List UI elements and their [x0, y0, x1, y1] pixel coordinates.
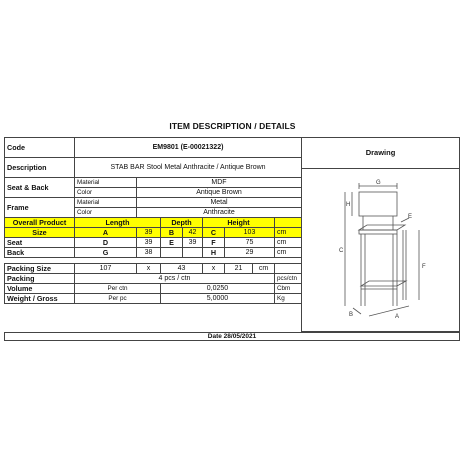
- size-b-value: 42: [183, 228, 203, 238]
- packing-label: Packing: [5, 274, 75, 284]
- depth-header: Depth: [161, 218, 203, 228]
- seat-row: [5, 238, 302, 248]
- description-row: [5, 158, 302, 178]
- drawing-label-a: A: [395, 314, 400, 320]
- packing-size-length: 107: [75, 264, 137, 274]
- frame-material-label: Material: [75, 198, 137, 208]
- spec-table: [4, 137, 302, 304]
- weight-unit: Kg: [275, 294, 302, 304]
- packing-size-unit: cm: [253, 264, 275, 274]
- drawing-label-f: F: [422, 264, 426, 270]
- stool-footrest: [361, 281, 406, 286]
- overall-product-label: Overall Product: [5, 218, 75, 228]
- code-label: Code: [5, 138, 75, 158]
- seat-d-value: 39: [137, 238, 161, 248]
- drawing-label-g: G: [376, 180, 381, 186]
- back-unit: cm: [275, 248, 302, 258]
- frame-material-value: Metal: [137, 198, 302, 208]
- packing-size-height: 21: [225, 264, 253, 274]
- drawing-panel: [301, 137, 460, 332]
- volume-value: 0,0250: [161, 284, 275, 294]
- seat-label: Seat: [5, 238, 75, 248]
- code-row: [5, 138, 302, 158]
- volume-unit: Cbm: [275, 284, 302, 294]
- dimensions-header-row: [5, 218, 302, 228]
- size-b-key: B: [161, 228, 183, 238]
- back-label: Back: [5, 248, 75, 258]
- seat-back-label: Seat & Back: [5, 178, 75, 198]
- back-h-key: H: [203, 248, 225, 258]
- packing-size-width: 43: [161, 264, 203, 274]
- seat-f-key: F: [203, 238, 225, 248]
- frame-material-row: [5, 198, 302, 208]
- frame-label: Frame: [5, 198, 75, 218]
- unit-header: [275, 218, 302, 228]
- packing-value: 4 pcs / ctn: [75, 274, 275, 284]
- page-title: ITEM DESCRIPTION / DETAILS: [169, 121, 296, 131]
- seat-unit: cm: [275, 238, 302, 248]
- packing-size-row: [5, 264, 302, 274]
- seat-e-value: 39: [183, 238, 203, 248]
- seat-f-value: 75: [225, 238, 275, 248]
- volume-label: Volume: [5, 284, 75, 294]
- back-g-value: 38: [137, 248, 161, 258]
- weight-label: Weight / Gross: [5, 294, 75, 304]
- frame-color-value: Anthracite: [137, 208, 302, 218]
- packing-row: [5, 274, 302, 284]
- size-c-key: C: [203, 228, 225, 238]
- back-row: [5, 248, 302, 258]
- packing-unit: pcs/ctn: [275, 274, 302, 284]
- stool-seat: [359, 225, 405, 230]
- packing-size-empty: [275, 264, 302, 274]
- seat-back-material-value: MDF: [137, 178, 302, 188]
- seat-back-color-label: Color: [75, 188, 137, 198]
- drawing-label-e: E: [408, 214, 413, 220]
- seat-back-material-row: [5, 178, 302, 188]
- volume-per: Per ctn: [75, 284, 161, 294]
- drawing-label-b: B: [349, 312, 354, 318]
- seat-back-color-value: Antique Brown: [137, 188, 302, 198]
- drawing-label-h: H: [346, 202, 351, 208]
- frame-color-label: Color: [75, 208, 137, 218]
- seat-e-key: E: [161, 238, 183, 248]
- code-value: EM9801 (E-00021322): [75, 138, 302, 158]
- size-unit: cm: [275, 228, 302, 238]
- drawing-title: Drawing: [302, 138, 459, 169]
- weight-value: 5,0000: [161, 294, 275, 304]
- back-h-value: 29: [225, 248, 275, 258]
- date-footer: Date 28/05/2021: [4, 332, 460, 341]
- size-a-key: A: [75, 228, 137, 238]
- packing-size-label: Packing Size: [5, 264, 75, 274]
- stool-backrest: [359, 192, 397, 216]
- size-label: Size: [5, 228, 75, 238]
- spec-sheet: [4, 137, 460, 341]
- volume-row: [5, 284, 302, 294]
- dim-b-line: [353, 308, 361, 314]
- size-row: [5, 228, 302, 238]
- back-g-key: G: [75, 248, 137, 258]
- seat-d-key: D: [75, 238, 137, 248]
- bar-stool-drawing: [339, 178, 439, 323]
- height-header: Height: [203, 218, 275, 228]
- weight-row: [5, 294, 302, 304]
- description-value: STAB BAR Stool Metal Anthracite / Antique Brown: [75, 158, 302, 178]
- back-empty-1: [161, 248, 183, 258]
- drawing-label-c: C: [339, 248, 344, 254]
- packing-size-x1: x: [137, 264, 161, 274]
- back-empty-2: [183, 248, 203, 258]
- weight-per: Per pc: [75, 294, 161, 304]
- packing-size-x2: x: [203, 264, 225, 274]
- dim-a-line: [369, 306, 409, 316]
- seat-back-material-label: Material: [75, 178, 137, 188]
- size-c-value: 103: [225, 228, 275, 238]
- length-header: Length: [75, 218, 161, 228]
- size-a-value: 39: [137, 228, 161, 238]
- description-label: Description: [5, 158, 75, 178]
